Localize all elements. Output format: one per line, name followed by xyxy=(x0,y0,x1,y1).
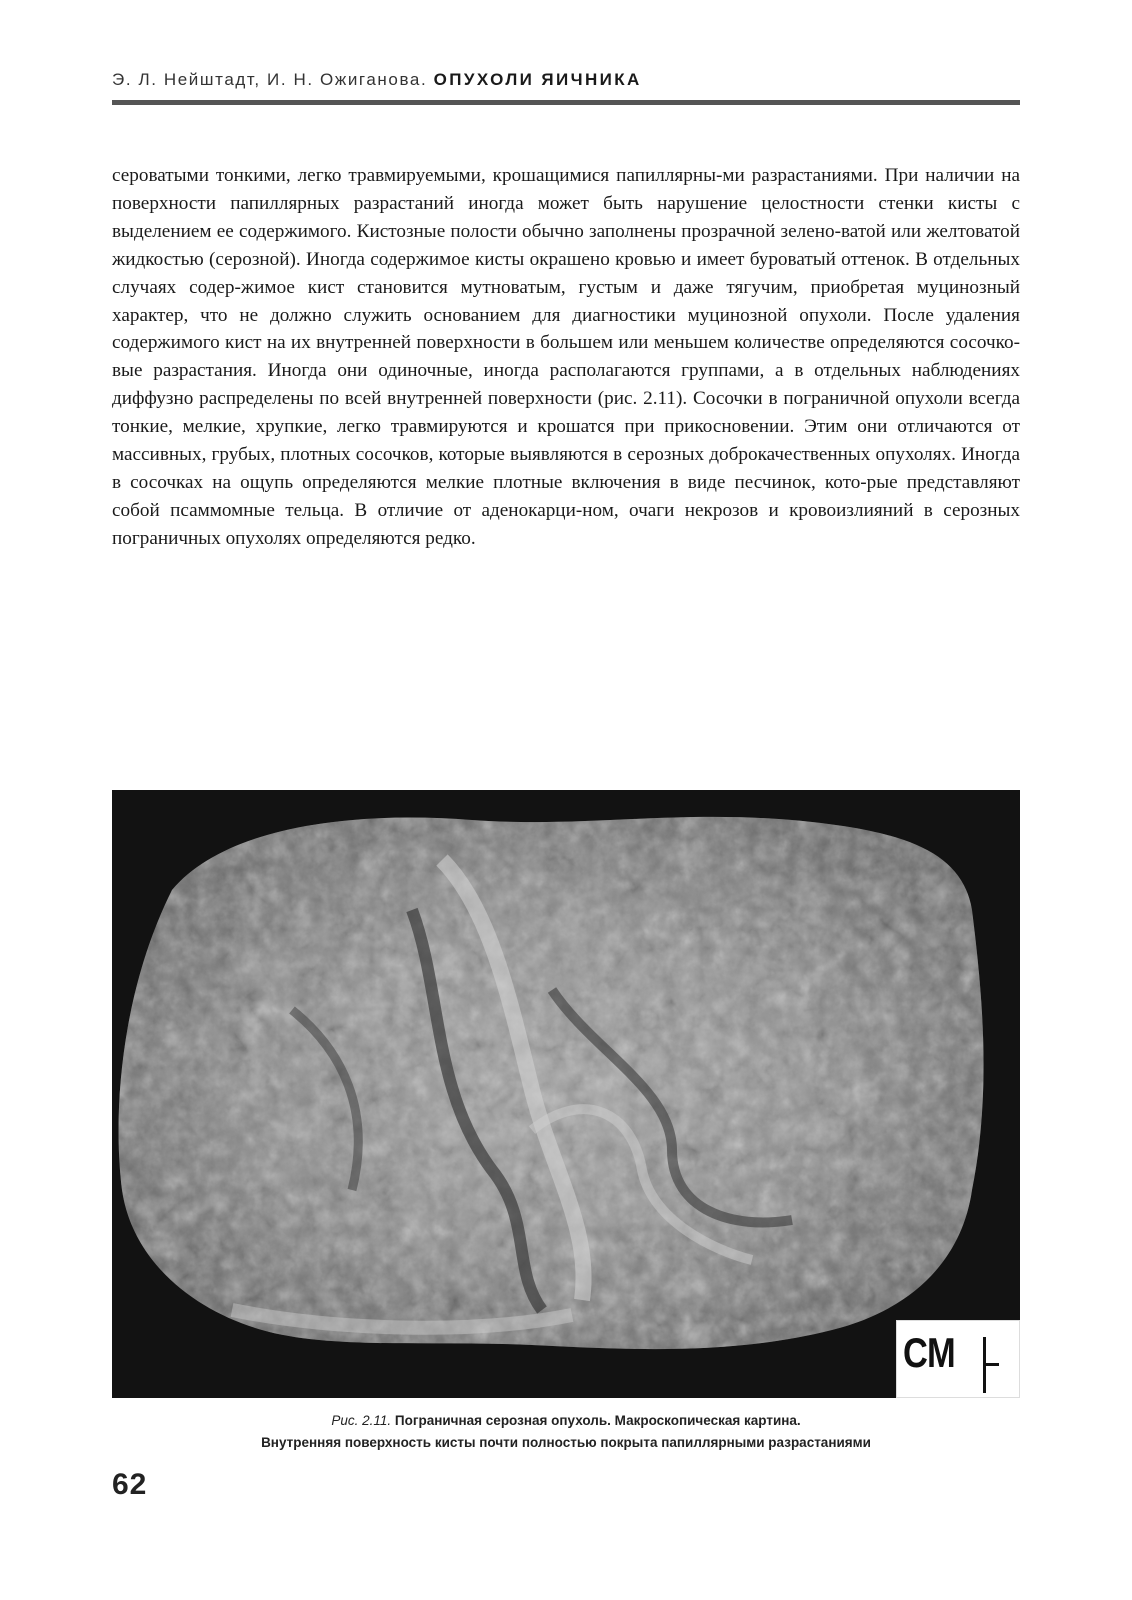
caption-title: Пограничная серозная опухоль. Макроскопическая картина. xyxy=(394,1413,801,1428)
header-authors: Э. Л. Нейштадт, И. Н. Ожиганова. xyxy=(112,70,428,89)
figure-caption xyxy=(112,1410,1020,1454)
specimen-photo-illustration xyxy=(112,790,1020,1398)
body-paragraph: сероватыми тонкими, легко травмируемыми, крошащимися папиллярны-ми разрастаниями. При наличии на поверхности папиллярных разрастаний иногда может быть нарушение целостности стенки кисты с выделением ее содержимого. Кистозные полости обычно заполнены прозрачной зелено-ватой или желтоватой жидкостью (серозной). Иногда содержимое кисты окрашено кровью и имеет буроватый оттенок. В отдельных случаях содер-жимое кист становится мутноватым, густым и даже тягучим, приобретая муцинозный характер, что не должно служить основанием для диагностики муцинозной опухоли. После удаления содержимого кист на их внутренней поверхности в большем или меньшем количестве определяются сосочко-вые разрастания. Иногда они одиночные, иногда располагаются группами, а в отдельных наблюдениях диффузно распределены по всей внутренней поверхности (рис. 2.11). Сосочки в пограничной опухоли всегда тонкие, мелкие, хрупкие, легко травмируются и крошатся при прикосновении. Этим они отличаются от массивных, грубых, плотных сосочков, которые выявляются в серозных доброкачественных опухолях. Иногда в сосочках на ощупь определяются мелкие плотные включения в виде песчинок, кото-рые представляют собой псаммомные тельца. В отличие от аденокарци-ном, очаги некрозов и кровоизлияний в серозных пограничных опухолях определяются редко. xyxy=(112,165,1020,549)
header-rule xyxy=(112,100,1020,105)
page-number: 62 xyxy=(112,1468,148,1501)
specimen-photograph xyxy=(112,790,1020,1398)
caption-figure-number: Рис. 2.11. xyxy=(331,1413,392,1428)
caption-line-2: Внутренняя поверхность кисты почти полностью покрыта папиллярными разрастаниями xyxy=(261,1435,871,1450)
scale-marker xyxy=(896,1320,1020,1398)
header-book-title: ОПУХОЛИ ЯИЧНИКА xyxy=(433,70,642,89)
running-header xyxy=(112,70,1020,90)
scale-tick xyxy=(983,1363,999,1366)
scale-label: CM xyxy=(903,1329,955,1376)
caption-line-1 xyxy=(112,1410,1020,1432)
